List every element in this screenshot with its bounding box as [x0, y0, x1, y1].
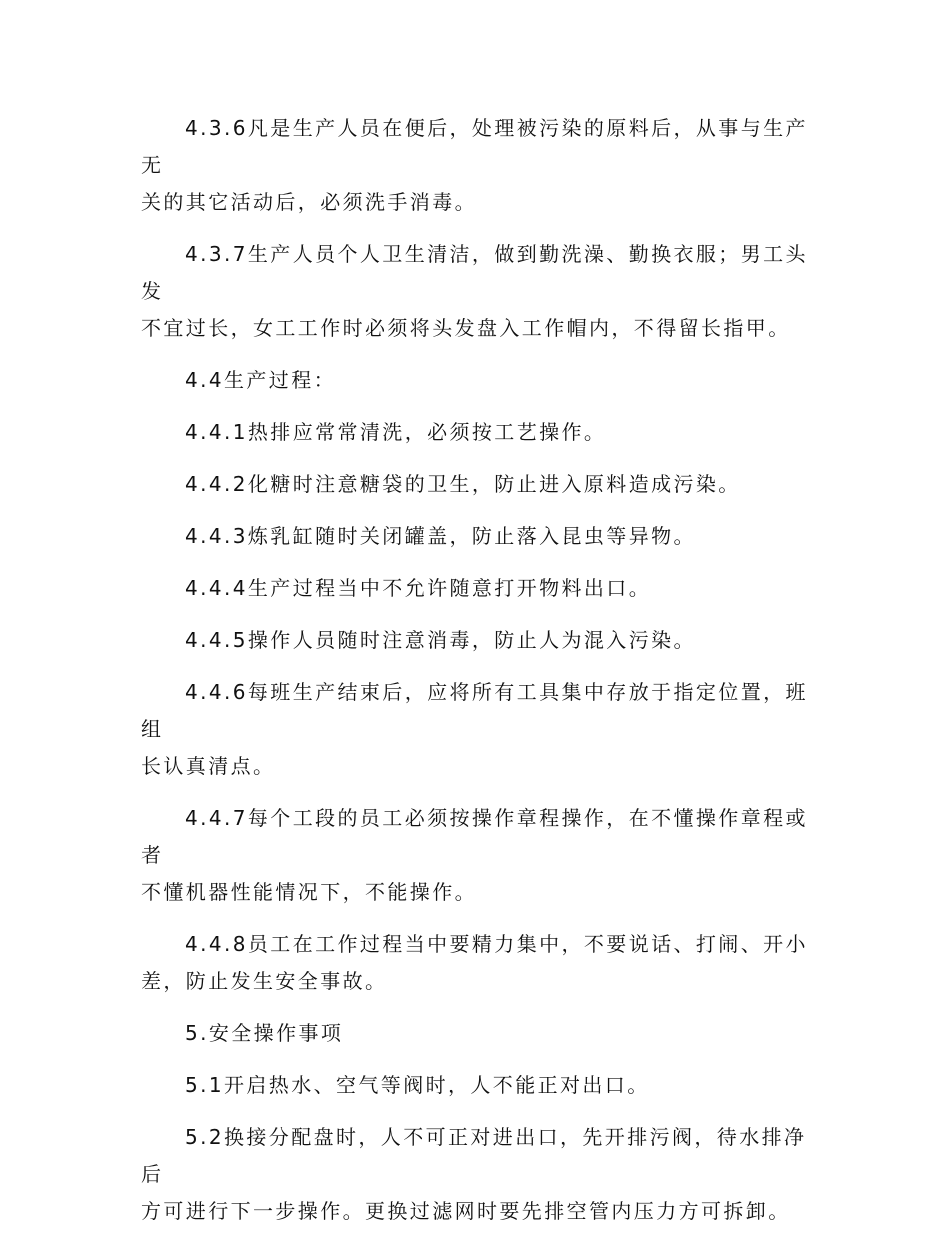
paragraph-line: 方可进行下一步操作。更换过滤网时要先排空管内压力方可拆卸。: [141, 1199, 791, 1223]
paragraph-4-4-4: [141, 570, 811, 607]
paragraph-5-1: [141, 1067, 811, 1104]
paragraph-4-3-7: [141, 236, 811, 347]
paragraph-4-4-7: [141, 800, 811, 911]
heading-4-4: [141, 362, 811, 399]
paragraph-line: 4.4.4生产过程当中不允许随意打开物料出口。: [185, 576, 652, 600]
paragraph-line: 4.3.6凡是生产人员在便后，处理被污染的原料后，从事与生产无: [141, 116, 808, 177]
paragraph-line: 4.4生产过程：: [185, 368, 337, 392]
paragraph-line: 4.4.5操作人员随时注意消毒，防止人为混入污染。: [185, 628, 696, 652]
paragraph-line: 长认真清点。: [141, 754, 276, 778]
heading-5: [141, 1015, 811, 1052]
paragraph-line: 5.安全操作事项: [185, 1021, 344, 1045]
paragraph-line: 4.4.3炼乳缸随时关闭罐盖，防止落入昆虫等异物。: [185, 524, 696, 548]
paragraph-4-4-6: [141, 674, 811, 785]
paragraph-4-4-1: [141, 414, 811, 451]
paragraph-4-3-6: [141, 110, 811, 221]
paragraph-4-4-8: [141, 926, 811, 1000]
document-body: [141, 110, 811, 1245]
paragraph-4-4-5: [141, 622, 811, 659]
paragraph-4-4-2: [141, 466, 811, 503]
paragraph-line: 差，防止发生安全事故。: [141, 969, 388, 993]
paragraph-line: 5.1开启热水、空气等阀时，人不能正对出口。: [185, 1073, 650, 1097]
paragraph-line: 4.4.8员工在工作过程当中要精力集中，不要说话、打闹、开小: [185, 932, 808, 956]
paragraph-line: 不宜过长，女工工作时必须将头发盘入工作帽内，不得留长指甲。: [141, 316, 791, 340]
paragraph-line: 4.4.7每个工段的员工必须按操作章程操作，在不懂操作章程或者: [141, 806, 808, 867]
paragraph-line: 4.4.2化糖时注意糖袋的卫生，防止进入原料造成污染。: [185, 472, 741, 496]
paragraph-line: 4.4.6每班生产结束后，应将所有工具集中存放于指定位置，班组: [141, 680, 808, 741]
paragraph-5-2: [141, 1119, 811, 1230]
paragraph-line: 不懂机器性能情况下，不能操作。: [141, 880, 477, 904]
paragraph-line: 关的其它活动后，必须洗手消毒。: [141, 190, 477, 214]
paragraph-line: 5.2换接分配盘时，人不可正对进出口，先开排污阀，待水排净后: [141, 1125, 807, 1186]
paragraph-4-4-3: [141, 518, 811, 555]
paragraph-line: 4.3.7生产人员个人卫生清洁，做到勤洗澡、勤换衣服；男工头发: [141, 242, 808, 303]
paragraph-line: 4.4.1热排应常常清洗，必须按工艺操作。: [185, 420, 607, 444]
